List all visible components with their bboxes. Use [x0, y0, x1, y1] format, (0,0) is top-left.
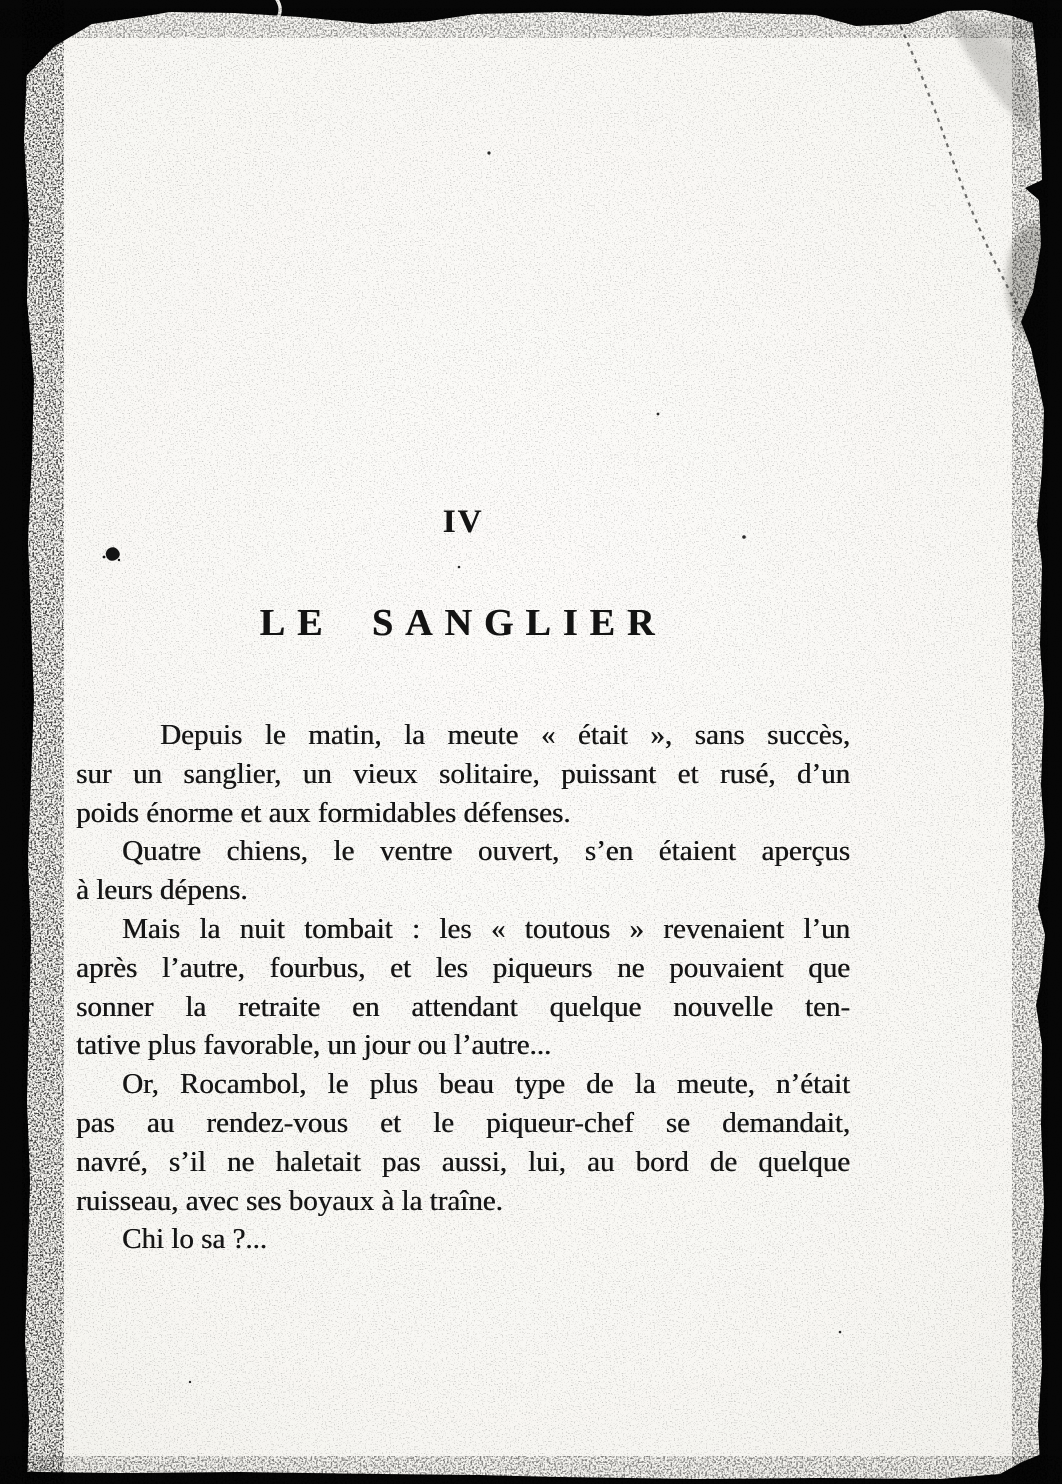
- text-line: sonner la retraite en attendant quelque nouvelle ten-: [76, 990, 850, 1023]
- chapter-title: LE SANGLIER: [259, 602, 667, 644]
- text-line: Quatre chiens, le ventre ouvert, s’en étaient aperçus: [122, 835, 850, 868]
- text-line: tative plus favorable, un jour ou l’autre...: [76, 1029, 552, 1062]
- text-line: poids énorme et aux formidables défenses.: [76, 796, 571, 829]
- text-line: ruisseau, avec ses boyaux à la traîne.: [76, 1184, 503, 1217]
- text-line: sur un sanglier, un vieux solitaire, puissant et rusé, d’un: [76, 757, 850, 790]
- text-line: pas au rendez-vous et le piqueur-chef se demandait,: [76, 1106, 850, 1139]
- chapter-number: IV: [442, 504, 484, 540]
- text-line: Depuis le matin, la meute « était », sans succès,: [160, 719, 850, 751]
- text-line: Or, Rocambol, le plus beau type de la meute, n’était: [122, 1068, 850, 1101]
- text-line: navré, s’il ne haletait pas aussi, lui, au bord de quelque: [76, 1145, 850, 1178]
- text-line: après l’autre, fourbus, et les piqueurs ne pouvaient que: [76, 951, 850, 984]
- text-line: Mais la nuit tombait : les « toutous » revenaient l’un: [122, 912, 850, 945]
- text-line: à leurs dépens.: [76, 874, 248, 907]
- page-body-text: [76, 716, 850, 1259]
- text-line: Chi lo sa ?...: [122, 1223, 267, 1256]
